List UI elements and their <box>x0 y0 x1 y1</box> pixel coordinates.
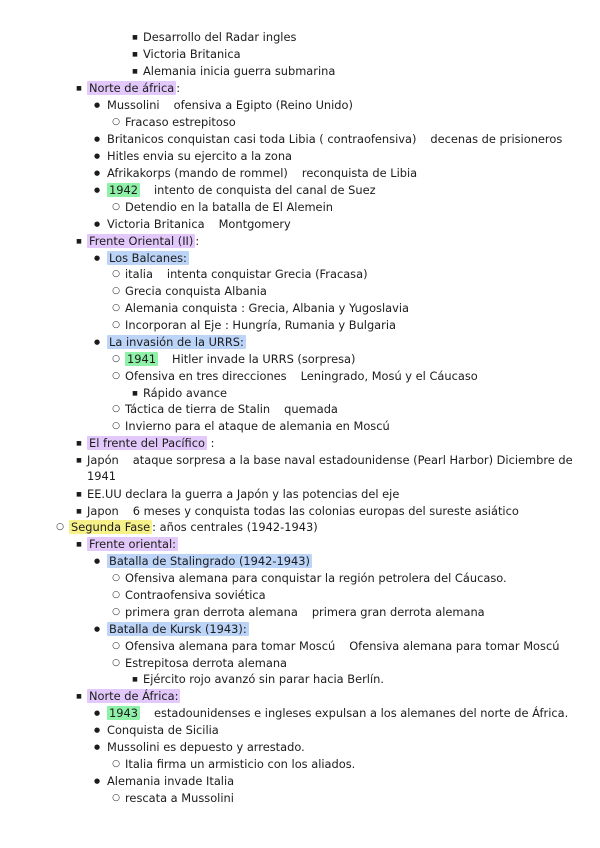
item-tail-text: : <box>195 234 200 248</box>
circle-bullet-icon <box>111 638 121 654</box>
list-item-text <box>87 536 178 552</box>
list-item-text <box>107 148 292 164</box>
list-item <box>0 182 586 198</box>
item-detail-text: quemada <box>284 402 338 416</box>
highlighted-text: Norte de África: <box>89 689 179 703</box>
list-item-text <box>69 519 318 535</box>
list-item-text <box>143 385 227 401</box>
circle-bullet-icon <box>111 300 121 316</box>
square-bullet-icon <box>74 688 84 705</box>
list-item <box>0 486 586 502</box>
highlighted-text: 1942 <box>109 183 138 197</box>
item-detail-text: decenas de prisioneros <box>430 132 563 146</box>
highlighted-text: Batalla de Stalingrado (1942-1943) <box>109 554 310 568</box>
item-text: Alemania conquista : Grecia, Albania y Yugoslavia <box>125 301 410 315</box>
list-item <box>0 266 586 282</box>
list-item <box>0 351 586 367</box>
list-item-text <box>107 722 219 738</box>
item-text: Japón <box>87 453 119 467</box>
list-item <box>0 233 586 249</box>
item-detail-text: primera gran derrota alemana <box>311 605 485 619</box>
list-item <box>0 97 586 113</box>
list-item <box>0 216 586 232</box>
item-detail-text: ataque sorpresa a la base naval estadounidense (Pearl Harbor) Diciembre de 1941 <box>87 453 573 483</box>
list-item <box>0 300 586 316</box>
item-text: Rápido avance <box>143 386 228 400</box>
item-text: Japon <box>87 504 119 518</box>
circle-bullet-icon <box>111 570 121 586</box>
list-item <box>0 199 586 215</box>
list-item-text <box>125 756 355 772</box>
list-item-text <box>125 587 266 603</box>
list-item <box>0 587 586 603</box>
highlighted-text: Los Balcanes: <box>109 251 187 265</box>
list-item-text <box>125 199 333 215</box>
highlighted-text: El frente del Pacífico <box>89 436 205 450</box>
item-tail-text: : <box>206 436 215 450</box>
list-item-text <box>87 80 180 96</box>
square-bullet-icon <box>74 233 84 250</box>
disc-bullet-icon <box>92 334 102 350</box>
square-bullet-icon <box>130 29 140 46</box>
list-item <box>0 283 586 299</box>
list-item <box>0 722 586 738</box>
item-detail-text: estadounidenses e ingleses expulsan a los alemanes del norte de África. <box>154 706 569 720</box>
list-item-text <box>125 655 287 671</box>
item-text: Estrepitosa derrota alemana <box>125 656 288 670</box>
list-item <box>0 570 586 586</box>
list-item <box>0 418 586 434</box>
item-detail-text: intento de conquista del canal de Suez <box>154 183 376 197</box>
item-detail-text: intenta conquistar Grecia (Fracasa) <box>166 267 368 281</box>
circle-bullet-icon <box>111 351 121 367</box>
list-item-text <box>87 486 399 502</box>
square-bullet-icon <box>74 503 84 520</box>
item-detail-text: Montgomery <box>218 217 291 231</box>
list-item-text <box>107 705 568 721</box>
circle-bullet-icon <box>111 317 121 333</box>
square-bullet-icon <box>74 452 84 469</box>
item-text: Mussolini es depuesto y arrestado. <box>107 740 305 754</box>
list-item <box>0 435 586 451</box>
list-item <box>0 773 586 789</box>
disc-bullet-icon <box>92 773 102 789</box>
highlighted-text: Segunda Fase <box>71 520 151 534</box>
list-item-text <box>87 503 519 519</box>
circle-bullet-icon <box>111 283 121 299</box>
list-item-text <box>125 604 485 620</box>
item-text: Ejército rojo avanzó sin parar hacia Berlín. <box>143 672 384 686</box>
item-detail-text: Leningrado, Mosú y el Cáucaso <box>300 369 478 383</box>
list-item <box>0 638 586 654</box>
list-item <box>0 148 586 164</box>
item-text: EE.UU declara la guerra a Japón y las potencias del eje <box>87 487 400 501</box>
item-text: Britanicos conquistan casi toda Libia ( contraofensiva) <box>107 132 417 146</box>
list-item <box>0 401 586 417</box>
list-item <box>0 334 586 350</box>
list-item <box>0 503 586 519</box>
list-item-text <box>107 131 562 147</box>
circle-bullet-icon <box>111 401 121 417</box>
item-text: Alemania inicia guerra submarina <box>143 64 336 78</box>
disc-bullet-icon <box>92 131 102 147</box>
list-item <box>0 519 586 535</box>
disc-bullet-icon <box>92 621 102 637</box>
item-text: Victoria Britanica <box>143 47 241 61</box>
item-text: Conquista de Sicilia <box>107 723 219 737</box>
item-text: Grecia conquista Albania <box>125 284 267 298</box>
list-item-text <box>107 553 312 569</box>
item-text: italia <box>125 267 153 281</box>
list-item <box>0 131 586 147</box>
list-item-text <box>125 300 409 316</box>
item-text: Contraofensiva soviética <box>125 588 266 602</box>
item-text: Ofensiva en tres direcciones <box>125 369 287 383</box>
circle-bullet-icon <box>111 418 121 434</box>
list-item-text <box>87 452 586 484</box>
list-item-text <box>107 97 353 113</box>
list-item-text <box>125 401 338 417</box>
list-item-text <box>107 182 376 198</box>
list-item <box>0 739 586 755</box>
disc-bullet-icon <box>92 165 102 181</box>
list-item-text <box>87 688 180 704</box>
list-item-text <box>107 334 246 350</box>
item-detail-text: ofensiva a Egipto (Reino Unido) <box>173 98 353 112</box>
square-bullet-icon <box>74 80 84 97</box>
disc-bullet-icon <box>92 148 102 164</box>
item-text: Invierno para el ataque de alemania en Moscú <box>125 419 390 433</box>
list-item <box>0 114 586 130</box>
list-item-text <box>143 63 335 79</box>
list-item <box>0 385 586 401</box>
item-tail-text: : <box>176 81 181 95</box>
list-item <box>0 250 586 266</box>
item-detail-text: reconquista de Libia <box>301 166 418 180</box>
item-text: Fracaso estrepitoso <box>125 115 236 129</box>
circle-bullet-icon <box>111 368 121 384</box>
list-item-text <box>125 638 559 654</box>
list-item-text <box>107 250 189 266</box>
item-text: Desarrollo del Radar ingles <box>143 30 297 44</box>
item-text: Afrikakorps (mando de rommel) <box>107 166 288 180</box>
item-text: Hitles envia su ejercito a la zona <box>107 149 293 163</box>
list-item-text <box>125 570 507 586</box>
list-item-text <box>125 368 478 384</box>
list-item-text <box>87 233 199 249</box>
list-item <box>0 317 586 333</box>
list-item-text <box>125 790 234 806</box>
highlighted-text: 1941 <box>127 352 156 366</box>
highlighted-text: Frente oriental: <box>89 537 176 551</box>
list-item <box>0 621 586 637</box>
square-bullet-icon <box>74 435 84 452</box>
list-item-text <box>107 165 417 181</box>
item-detail-text: 6 meses y conquista todas las colonias europas del sureste asiático <box>132 504 519 518</box>
item-detail-text: Ofensiva alemana para tomar Moscú <box>349 639 560 653</box>
list-item-text <box>125 283 267 299</box>
list-item-text <box>125 114 236 130</box>
list-item <box>0 80 586 96</box>
highlighted-text: Frente Oriental (II) <box>89 234 194 248</box>
item-text: Ofensiva alemana para conquistar la región petrolera del Cáucaso. <box>125 571 507 585</box>
list-item-text <box>107 621 249 637</box>
item-text: Victoria Britanica <box>107 217 205 231</box>
list-item <box>0 671 586 687</box>
list-item-text <box>125 418 390 434</box>
circle-bullet-icon <box>111 266 121 282</box>
item-text: Incorporan al Eje : Hungría, Rumania y Bulgaria <box>125 318 396 332</box>
list-item-text <box>143 46 241 62</box>
list-item-text <box>143 671 384 687</box>
list-item-text <box>107 773 234 789</box>
disc-bullet-icon <box>92 553 102 569</box>
circle-bullet-icon <box>111 587 121 603</box>
circle-bullet-icon <box>111 114 121 130</box>
disc-bullet-icon <box>92 97 102 113</box>
list-item-text <box>87 435 214 451</box>
list-item <box>0 655 586 671</box>
square-bullet-icon <box>74 536 84 553</box>
list-item <box>0 604 586 620</box>
list-item <box>0 29 586 45</box>
list-item-text <box>125 266 368 282</box>
item-text: Italia firma un armisticio con los aliados. <box>125 757 356 771</box>
item-text: Detendio en la batalla de El Alemein <box>125 200 333 214</box>
item-text: Ofensiva alemana para tomar Moscú <box>125 639 336 653</box>
disc-bullet-icon <box>92 182 102 198</box>
list-item <box>0 790 586 806</box>
circle-bullet-icon <box>55 519 65 535</box>
circle-bullet-icon <box>111 790 121 806</box>
circle-bullet-icon <box>111 199 121 215</box>
list-item <box>0 688 586 704</box>
list-item <box>0 553 586 569</box>
circle-bullet-icon <box>111 655 121 671</box>
item-text: rescata a Mussolini <box>125 791 234 805</box>
item-text: Alemania invade Italia <box>107 774 235 788</box>
disc-bullet-icon <box>92 250 102 266</box>
square-bullet-icon <box>130 63 140 80</box>
list-item-text <box>125 351 355 367</box>
list-item <box>0 705 586 721</box>
list-item-text <box>107 739 305 755</box>
list-item <box>0 368 586 384</box>
disc-bullet-icon <box>92 705 102 721</box>
square-bullet-icon <box>130 46 140 63</box>
disc-bullet-icon <box>92 722 102 738</box>
highlighted-text: La invasión de la URRS: <box>109 335 244 349</box>
highlighted-text: Batalla de Kursk (1943): <box>109 622 247 636</box>
list-item-text <box>125 317 396 333</box>
list-item-text <box>143 29 296 45</box>
item-text: Mussolini <box>107 98 160 112</box>
list-item <box>0 536 586 552</box>
list-item <box>0 46 586 62</box>
square-bullet-icon <box>130 385 140 402</box>
item-text: primera gran derrota alemana <box>125 605 298 619</box>
disc-bullet-icon <box>92 739 102 755</box>
list-item <box>0 165 586 181</box>
square-bullet-icon <box>130 671 140 688</box>
circle-bullet-icon <box>111 756 121 772</box>
list-item-text <box>107 216 291 232</box>
circle-bullet-icon <box>111 604 121 620</box>
list-item <box>0 756 586 772</box>
disc-bullet-icon <box>92 216 102 232</box>
highlighted-text: Norte de áfrica <box>89 81 175 95</box>
item-detail-text: Hitler invade la URRS (sorpresa) <box>172 352 356 366</box>
item-text: Táctica de tierra de Stalin <box>125 402 271 416</box>
list-item <box>0 63 586 79</box>
highlighted-text: 1943 <box>109 706 138 720</box>
item-tail-text: : años centrales (1942-1943) <box>152 520 318 534</box>
square-bullet-icon <box>74 486 84 503</box>
